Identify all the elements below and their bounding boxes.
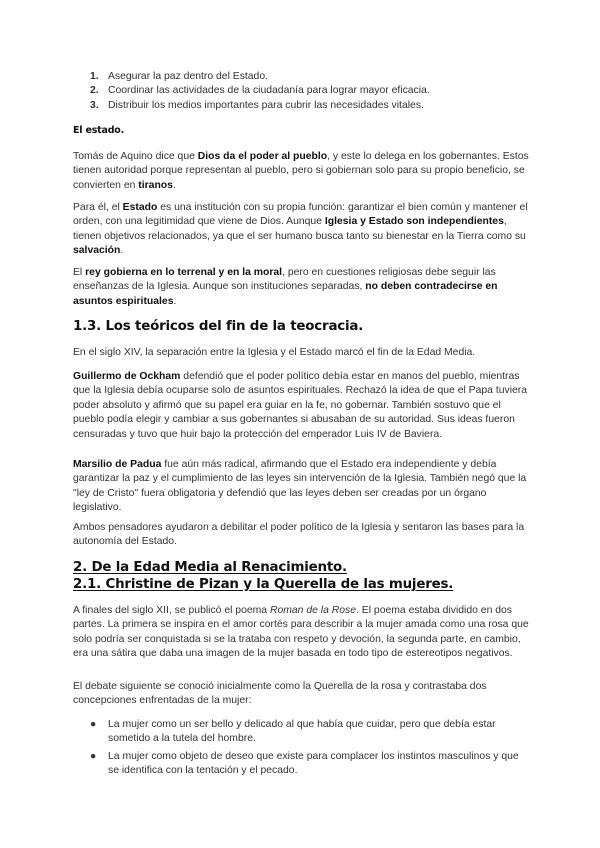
list-item: 1. Asegurar la paz dentro del Estado. xyxy=(90,71,268,82)
paragraph: Tomás de Aquino dice que Dios da el poder al pueblo, y este lo delega en los gobernantes. Estos tienen autoridad porque representan al pueblo, pero si gobiernan solo para su propio beneficio, se convierten en tiranos. xyxy=(73,151,529,191)
paragraph: En el siglo XIV, la separación entre la Iglesia y el Estado marcó el fin de la Edad Media. xyxy=(73,347,476,358)
list-item-text: Coordinar las actividades de la ciudadanía para lograr mayor eficacia. xyxy=(108,85,430,97)
list-item-text: La mujer como objeto de deseo que existe para complacer los instintos masculinos y que se identifica con la tentación y el pecado. xyxy=(108,750,519,777)
list-item-text: Asegurar la paz dentro del Estado. xyxy=(108,71,268,82)
paragraph: Guillermo de Ockham defendió que el poder político debía estar en manos del pueblo, mientras que la Iglesia debía ocuparse solo de asuntos espirituales. Rechazó la idea de que el Papa tuviera poder absoluto y afirmó que su papel era guiar en la fe, no gobernar. También sostuvo que el pueblo podía elegir y cambiar a sus gobernantes si abusaban de su autoridad. Sus ideas fueron censuradas y tuvo que huir bajo la protección del emperador Luis IV de Baviera. xyxy=(73,371,528,440)
list-item-text: Distribuir los medios importantes para cubrir las necesidades vitales. xyxy=(108,99,424,111)
paragraph: Para él, el Estado es una institución con su propia función: garantizar el bien común y mantener el orden, con una legitimidad que viene de Dios. Aunque Iglesia y Estado son independientes, tienen objetivos relacionados, ya que el ser humano busca tanto su bienestar en la Tierra como su salvación. xyxy=(73,202,528,257)
paragraph: Marsilio de Padua fue aún más radical, afirmando que el Estado era independiente y debía garantizar la paz y el cumplimiento de las leyes sin intervención de la Iglesia. También negó que la "ley de Cristo" fuera obligatoria y defendió que las leyes deben ser creadas por un órgano legislativo. xyxy=(73,459,527,514)
bullet-icon: ● xyxy=(90,719,97,730)
bullet-icon: ● xyxy=(90,750,97,762)
list-item: 2. Coordinar las actividades de la ciudadanía para lograr mayor eficacia. xyxy=(90,85,430,97)
paragraph: Ambos pensadores ayudaron a debilitar el poder político de la Iglesia y sentaron las bases para la autonomía del Estado. xyxy=(73,522,525,548)
bullet-list xyxy=(90,718,530,779)
paragraph: A finales del siglo XII, se publicó el poema Roman de la Rose. El poema estaba dividido en dos partes. La primera se inspira en el amor cortés para describir a la mujer amada como una rosa que solo podría ser conquistada si se la trataba con respeto y devoción, la segunda parte, en cambio, era una sátira que daba una imagen de la mujer basada en todo tipo de estereotipos negativos. xyxy=(73,605,529,660)
list-item xyxy=(90,718,530,747)
list-item: 3. Distribuir los medios importantes para cubrir las necesidades vitales. xyxy=(90,99,424,111)
numbered-list xyxy=(90,70,510,113)
section-heading-2: 2. De la Edad Media al Renacimiento. xyxy=(73,560,347,575)
section-heading-2-1: 2.1. Christine de Pizan y la Querella de las mujeres. xyxy=(73,577,454,592)
section-heading-estado: El estado. xyxy=(73,125,125,136)
list-item xyxy=(90,750,530,779)
section-heading-1-3: 1.3. Los teóricos del fin de la teocracia. xyxy=(73,319,364,334)
paragraph: El rey gobierna en lo terrenal y en la moral, pero en cuestiones religiosas debe seguir las enseñanzas de la Iglesia. Aunque son instituciones separadas, no deben contradecirse en asuntos espirituales. xyxy=(73,267,498,307)
list-item-text: La mujer como un ser bello y delicado al que había que cuidar, pero que debía estar sometido a la tutela del hombre. xyxy=(108,719,496,745)
paragraph: El debate siguiente se conoció inicialmente como la Querella de la rosa y contrastaba dos concepciones enfrentadas de la mujer: xyxy=(73,681,487,707)
